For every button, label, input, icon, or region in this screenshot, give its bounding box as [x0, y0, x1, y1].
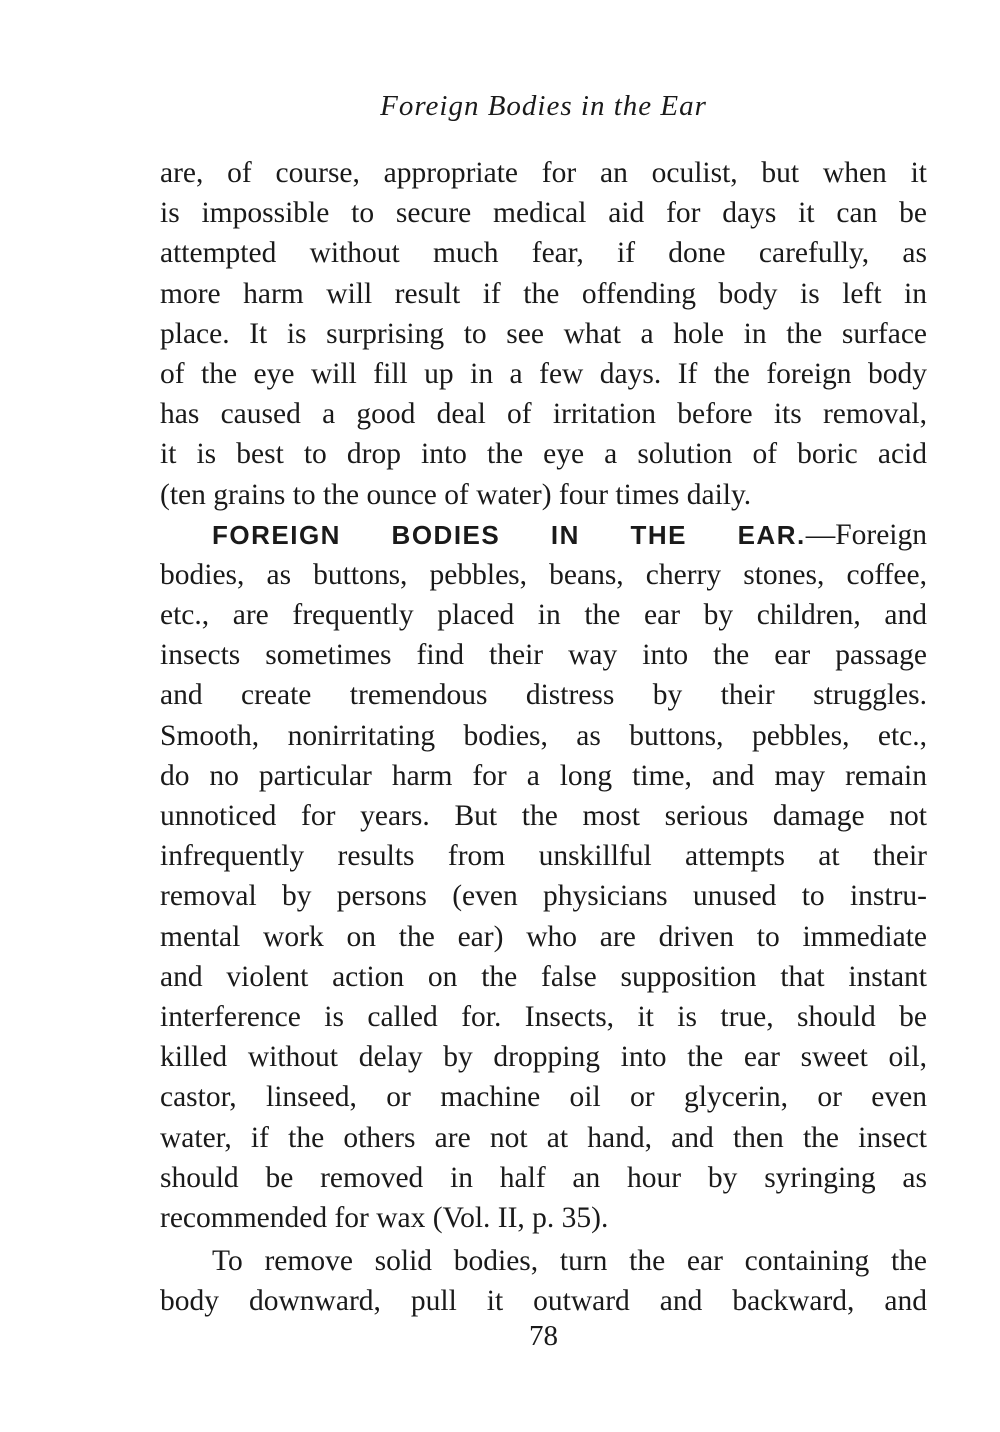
text-line: are, of course, appropriate for an oculist, but when it — [160, 157, 927, 189]
paragraph-first-line: To remove solid bodies, turn the ear containing the — [212, 1245, 927, 1278]
text-line: it is best to drop into the eye a solution of boric acid — [160, 438, 927, 471]
text-line: castor, linseed, or machine oil or glycerin, or even — [160, 1081, 927, 1114]
text-line: of the eye will fill up in a few days. If the foreign body — [160, 357, 927, 390]
text-line: water, if the others are not at hand, and then the insect — [160, 1121, 927, 1154]
text-line: and create tremendous distress by their struggles. — [160, 679, 927, 712]
section-first-line — [160, 515, 927, 555]
running-head: Foreign Bodies in the Ear — [380, 90, 707, 122]
text-line: unnoticed for years. But the most serious damage not — [160, 800, 927, 832]
text-line: more harm will result if the offending body is left in — [160, 277, 927, 310]
text-line: do no particular harm for a long time, and may remain — [160, 759, 927, 792]
section-heading-tail: —Foreign — [805, 518, 927, 551]
text-line: has caused a good deal of irritation before its removal, — [160, 398, 927, 431]
body-text — [160, 153, 927, 1321]
text-line: Smooth, nonirritating bodies, as buttons, pebbles, etc., — [160, 719, 927, 752]
text-line: killed without delay by dropping into the ear sweet oil, — [160, 1041, 927, 1074]
text-line: and violent action on the false supposition that instant — [160, 960, 927, 993]
text-line: bodies, as buttons, pebbles, beans, cherry stones, coffee, — [160, 558, 927, 591]
text-line: infrequently results from unskillful attempts at their — [160, 840, 927, 873]
text-line: recommended for wax (Vol. II, p. 35). — [160, 1201, 609, 1234]
section-heading: FOREIGN BODIES IN THE EAR. — [212, 519, 806, 550]
text-line: (ten grains to the ounce of water) four times daily. — [160, 478, 752, 511]
page-number: 78 — [529, 1320, 558, 1352]
text-line: interference is called for. Insects, it is true, should be — [160, 1000, 927, 1033]
text-line: removal by persons (even physicians unused to instru- — [160, 880, 927, 913]
text-line: is impossible to secure medical aid for days it can be — [160, 197, 927, 230]
text-line: place. It is surprising to see what a hole in the surface — [160, 317, 927, 350]
text-line: attempted without much fear, if done carefully, as — [160, 237, 927, 270]
text-line: body downward, pull it outward and backward, and — [160, 1285, 927, 1318]
text-line: insects sometimes find their way into the ear passage — [160, 639, 927, 672]
text-line: mental work on the ear) who are driven to immediate — [160, 920, 927, 953]
text-line: should be removed in half an hour by syringing as — [160, 1161, 927, 1194]
text-line: etc., are frequently placed in the ear by children, and — [160, 599, 927, 632]
